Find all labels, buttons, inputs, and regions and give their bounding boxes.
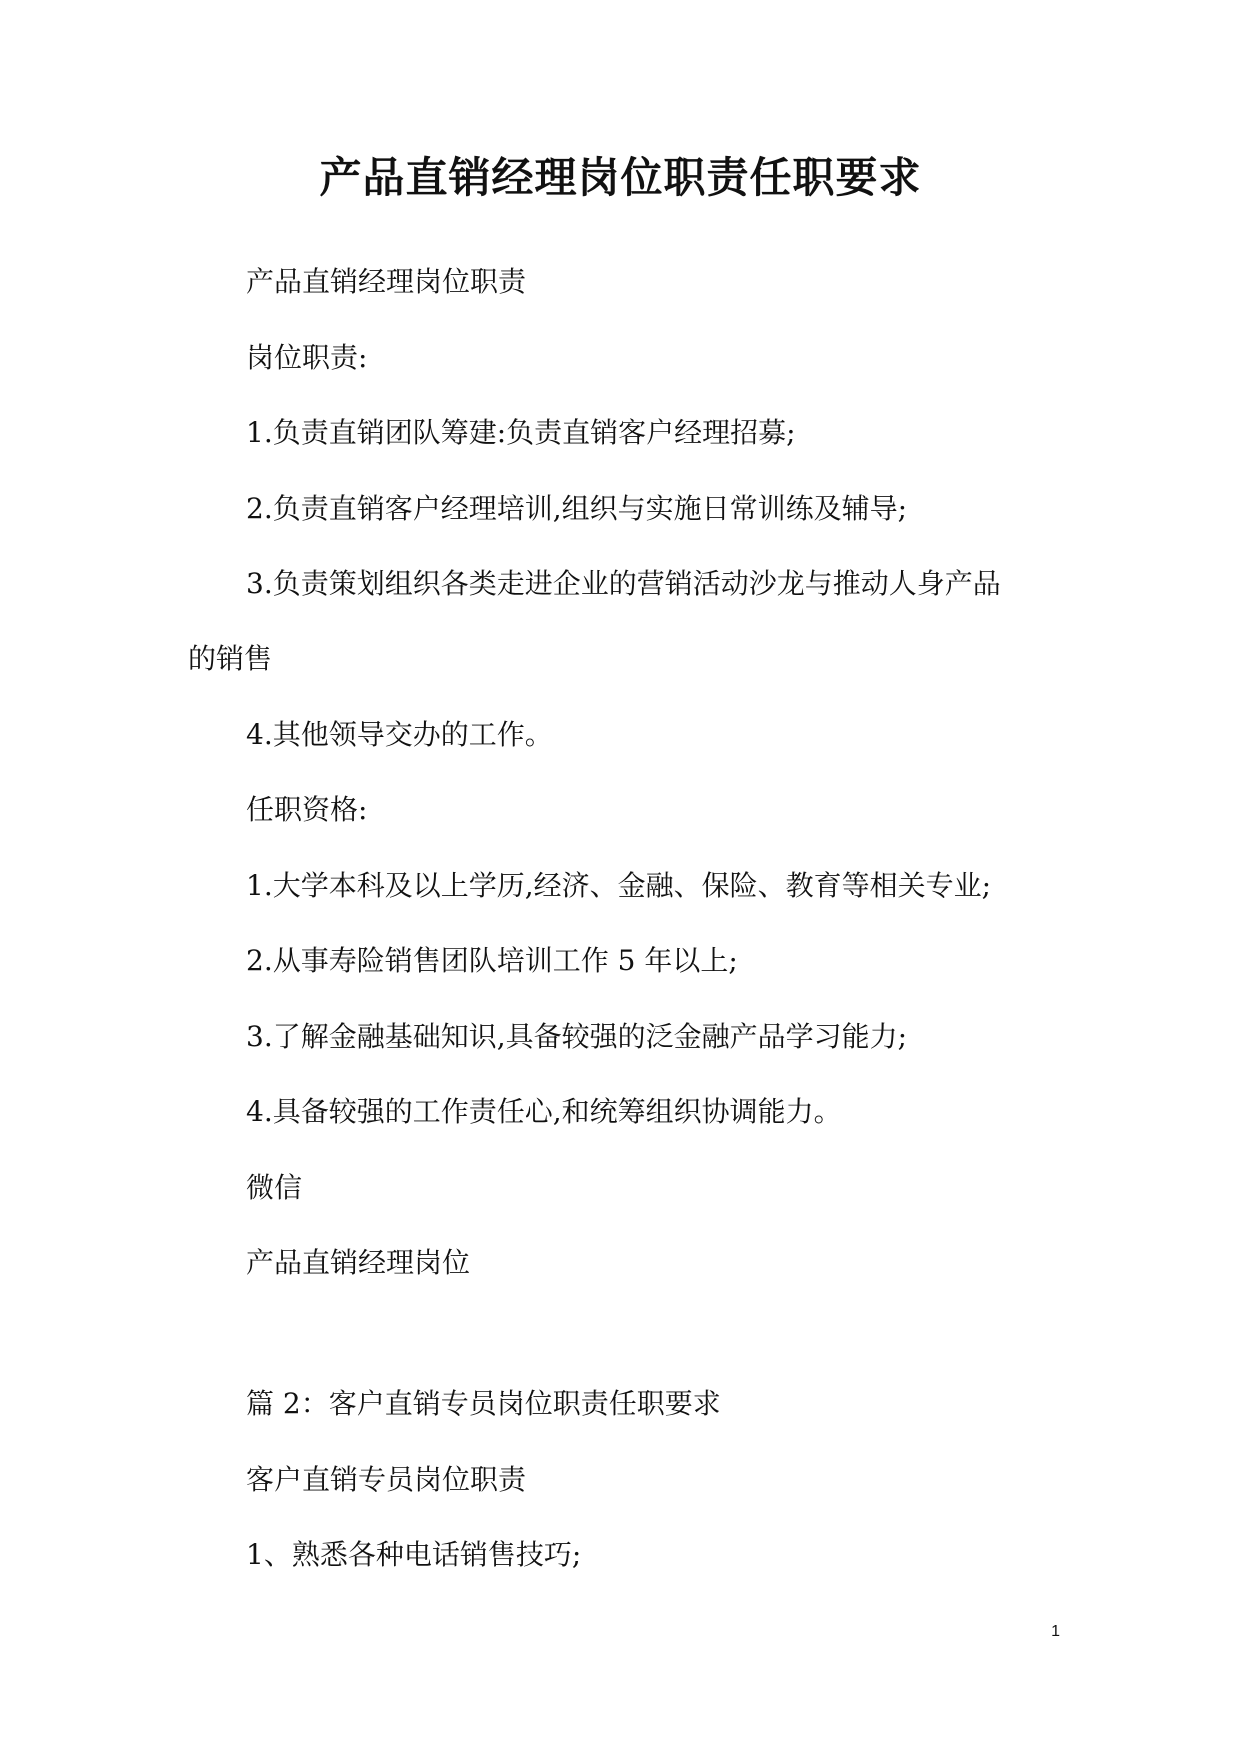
paragraph-duty-4: 4.其他领导交办的工作。 [246,718,553,751]
paragraph-section-2-duty-heading: 客户直销专员岗位职责 [246,1463,527,1496]
paragraph-position-name: 产品直销经理岗位 [246,1246,471,1279]
document-title: 产品直销经理岗位职责任职要求 [319,153,922,202]
paragraph-duty-3: 3.负责策划组织各类走进企业的营销活动沙龙与推动人身产品 [246,567,1001,600]
paragraph-qualification-2: 2.从事寿险销售团队培训工作 5 年以上; [246,944,738,977]
paragraph-qualification-4: 4.具备较强的工作责任心,和统筹组织协调能力。 [246,1095,842,1128]
paragraph-section-2-duty-1: 1、熟悉各种电话销售技巧; [246,1538,582,1571]
paragraph-qualifications-label: 任职资格: [246,793,368,826]
paragraph-qualification-3: 3.了解金融基础知识,具备较强的泛金融产品学习能力; [246,1020,908,1053]
paragraph-duty-heading: 产品直销经理岗位职责 [246,265,527,298]
paragraph-duty-1: 1.负责直销团队筹建:负责直销客户经理招募; [246,416,796,449]
paragraph-duty-3-continued: 的销售 [188,642,273,675]
paragraph-duty-2: 2.负责直销客户经理培训,组织与实施日常训练及辅导; [246,492,908,525]
paragraph-section-2-heading: 篇 2：客户直销专员岗位职责任职要求 [246,1387,721,1420]
paragraph-wechat: 微信 [246,1171,303,1204]
page-number: 1 [1051,1623,1060,1640]
paragraph-duties-label: 岗位职责: [246,341,368,374]
paragraph-qualification-1: 1.大学本科及以上学历,经济、金融、保险、教育等相关专业; [246,869,992,902]
